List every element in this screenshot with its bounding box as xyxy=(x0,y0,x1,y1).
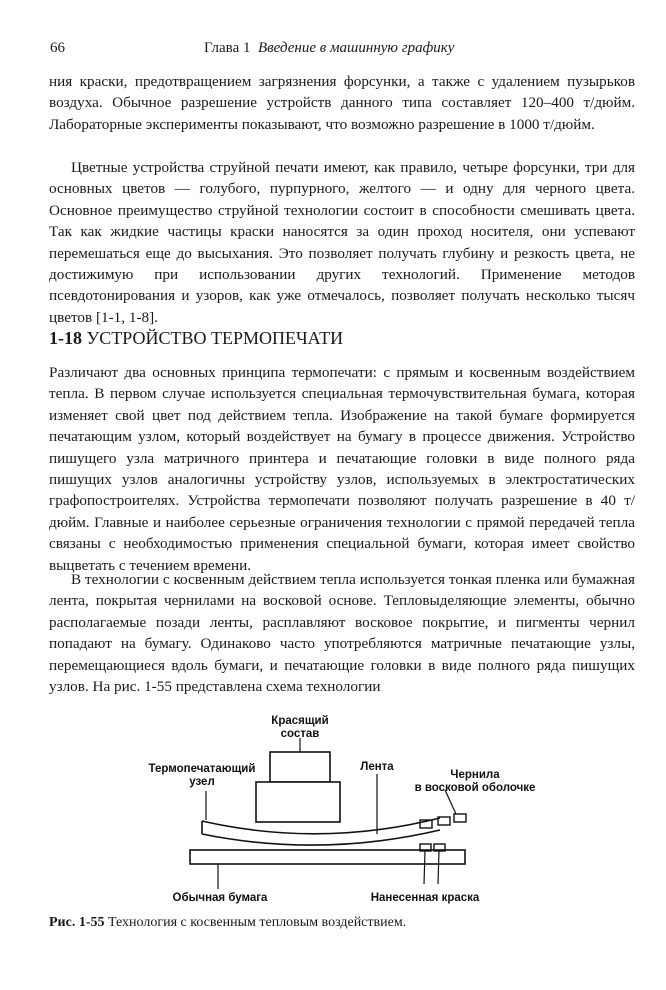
leader-applied-1 xyxy=(424,851,425,884)
running-head xyxy=(204,40,454,57)
chapter-title: Введение в машинную графику xyxy=(257,40,455,56)
label-ink-line2: в восковой оболочке xyxy=(414,782,536,794)
section-title: УСТРОЙСТВО ТЕРМОПЕЧАТИ xyxy=(86,328,344,348)
section-heading xyxy=(49,328,343,349)
head-body-shape xyxy=(256,782,340,822)
label-ribbon: Лента xyxy=(360,761,394,773)
section-number: 1-18 xyxy=(49,328,82,348)
plain-paper-shape xyxy=(190,850,465,864)
paragraph-text: ния краски, предотвращением загрязнения форсунки, а также с удалением пузырьков воздуха. Обычное разрешение устройств данного типа составляет 120–400 т/дюйм. Лабораторные эксперименты показывают, что возможно разрешение в 1000 т/дюйм. xyxy=(49,73,635,133)
ink-block-3 xyxy=(454,814,466,822)
label-ink-line1: Чернила xyxy=(450,769,500,781)
caption-number: Рис. 1-55 xyxy=(49,915,105,930)
paragraph-color-inkjet xyxy=(49,157,635,328)
figure-thermal-transfer xyxy=(120,708,570,908)
leader-applied-2 xyxy=(438,851,439,884)
figure-diagram xyxy=(120,708,570,908)
paragraph-continued xyxy=(49,71,635,135)
paragraph-text: В технологии с косвенным действием тепла используется тонкая пленка или бумажная лента, покрытая чернилами на восковой основе. Тепловыделяющие элементы, обычно располагаемые позади ленты, расплавляют восковое покрытие, и пигменты чернил попадают на бумагу. Одинаково часто употребляются матричные печатающие узлы, перемещающиеся вдоль бумаги, и печатающие головки в виде полного ряда пишущих узлов. На рис. 1-55 представлена схема технологии xyxy=(49,571,635,696)
head-stem-shape xyxy=(270,752,330,782)
paragraph-text: Цветные устройства струйной печати имеют, как правило, четыре форсунки, три для основных цветов — голубого, пурпурного, желтого — и одну для черного цвета. Основное преимущество струйной технологии состоит в способности смешивать цвета. Так как жидкие частицы краски наносятся за один проход носителя, они успевают перемешаться еще до высыхания. Это позволяет получать глубину и резкость цвета, не достижимую при использовании других технологий. Применение методов псевдотонирования и узоров, как уже отмечалось, позволяет получать несколько тысяч цветов [1-1, 1-8]. xyxy=(49,159,635,326)
label-dye-line2: состав xyxy=(280,728,320,740)
caption-text: Технология с косвенным тепловым воздействием. xyxy=(108,915,407,930)
paragraph-text: Различают два основных принципа термопечати: с прямым и косвенным воздействием тепла. В первом случае используется специальная термочувствительная бумага, которая изменяет свой цвет под действием тепла. Изображение на такой бумаге формируется печатающим узлом, который воздействует на бумагу в процессе движения. Устройство пишущего узла матричного принтера и печатающие головки в виде полного ряда пишущих узлов аналогичны устройству узлов, используемых в электростатических графопостроителях. Устройства термопечати позволяют получать разрешение в 40 т/дюйм. Главные и наиболее серьезные ограничения технологии с прямой передачей тепла связаны с необходимостью применения специальной бумаги, которая имеет свойство выцветать с течением времени. xyxy=(49,364,635,574)
label-applied: Нанесенная краска xyxy=(370,892,480,904)
chapter-label: Глава 1 xyxy=(204,40,251,56)
page-header xyxy=(50,40,640,62)
figure-caption xyxy=(49,915,406,931)
label-dye-line1: Красящий xyxy=(271,715,329,727)
label-paper: Обычная бумага xyxy=(172,892,268,904)
ribbon-bottom-shape xyxy=(202,830,440,845)
paragraph-indirect-thermal xyxy=(49,569,635,697)
paragraph-thermal-principles xyxy=(49,362,635,576)
label-head-line2: узел xyxy=(189,776,215,788)
label-head-line1: Термопечатающий xyxy=(148,763,256,775)
page-number: 66 xyxy=(50,40,65,56)
